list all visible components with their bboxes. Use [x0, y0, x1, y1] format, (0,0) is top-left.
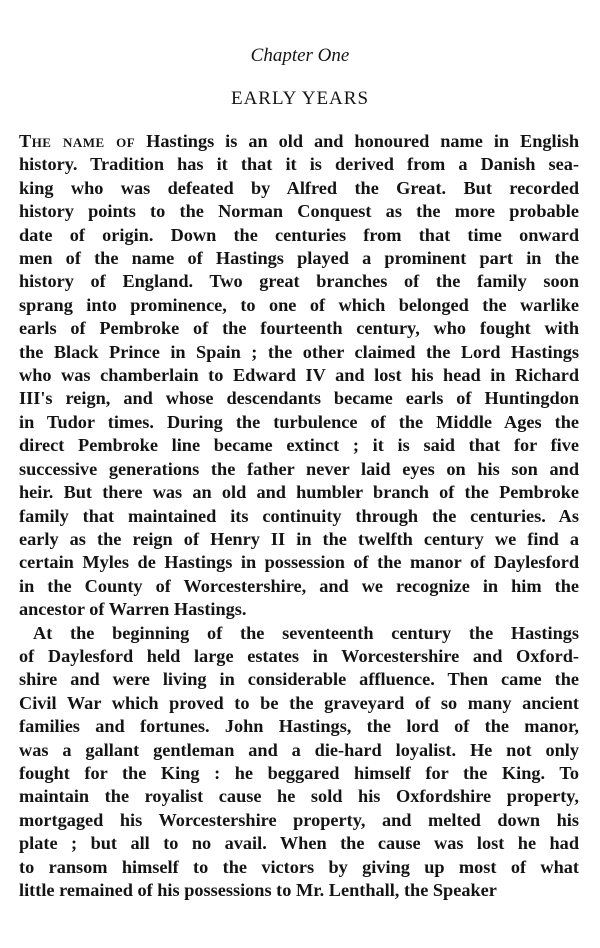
- paragraph-1: [19, 130, 579, 622]
- text-line: men of the name of Hastings played a prominent part in the: [19, 248, 579, 269]
- text-line: maintain the royalist cause he sold his Oxfordshire property,: [19, 786, 579, 807]
- text-line: plate ; but all to no avail. When the cause was lost he had: [19, 833, 579, 854]
- text-line: history of England. Two great branches of the family soon: [19, 271, 579, 292]
- text-line: heir. But there was an old and humbler branch of the Pembroke: [19, 482, 579, 503]
- text-line: was a gallant gentleman and a die-hard loyalist. He not only: [19, 739, 579, 760]
- text-line: Civil War which proved to be the graveyard of so many ancient: [19, 692, 579, 713]
- text-line: in the County of Worcestershire, and we recognize in him the: [19, 575, 579, 596]
- text-line: early as the reign of Henry II in the twelfth century we find a: [19, 528, 579, 549]
- text-line: in Tudor times. During the turbulence of the Middle Ages the: [19, 411, 579, 432]
- body-text: [19, 130, 579, 902]
- text-line: who was chamberlain to Edward IV and lost his head in Richard: [19, 365, 579, 386]
- text-line: [19, 130, 579, 153]
- text-line: the Black Prince in Spain ; the other claimed the Lord Hastings: [19, 341, 579, 362]
- text-line: earls of Pembroke of the fourteenth century, who fought with: [19, 318, 579, 339]
- text-line: fought for the King : he beggared himself for the King. To: [19, 762, 579, 783]
- text-line: III's reign, and whose descendants became earls of Huntingdon: [19, 388, 579, 409]
- paragraph-2: [19, 622, 579, 903]
- text-line: history points to the Norman Conquest as the more probable: [19, 201, 579, 222]
- text-line: certain Myles de Hastings in possession of the manor of Daylesford: [19, 552, 579, 573]
- text-line: king who was defeated by Alfred the Great. But recorded: [19, 177, 579, 198]
- text-line: to ransom himself to the victors by giving up most of what: [19, 856, 579, 877]
- text-line: successive generations the father never laid eyes on his son and: [19, 458, 579, 479]
- text-line: At the beginning of the seventeenth century the Hastings: [33, 622, 579, 643]
- text-line: family that maintained its continuity through the centuries. As: [19, 505, 579, 526]
- lead-small-caps: The name of: [19, 131, 136, 151]
- chapter-title: EARLY YEARS: [230, 88, 370, 109]
- text-line: direct Pembroke line became extinct ; it is said that for five: [19, 435, 579, 456]
- text-line: date of origin. Down the centuries from that time onward: [19, 224, 579, 245]
- chapter-label: Chapter One: [250, 45, 350, 66]
- text-line: shire and were living in considerable affluence. Then came the: [19, 669, 579, 690]
- text-line: of Daylesford held large estates in Worcestershire and Oxford-: [19, 645, 579, 666]
- text-line: ancestor of Warren Hastings.: [19, 599, 247, 620]
- text-line: families and fortunes. John Hastings, the lord of the manor,: [19, 716, 579, 737]
- text-line: little remained of his possessions to Mr. Lenthall, the Speaker: [19, 880, 497, 900]
- text-line: mortgaged his Worcestershire property, and melted down his: [19, 809, 579, 830]
- text-line: sprang into prominence, to one of which belonged the warlike: [19, 294, 579, 315]
- line-text: Hastings is an old and honoured name in English: [135, 131, 579, 151]
- text-line: history. Tradition has it that it is derived from a Danish sea-: [19, 154, 579, 175]
